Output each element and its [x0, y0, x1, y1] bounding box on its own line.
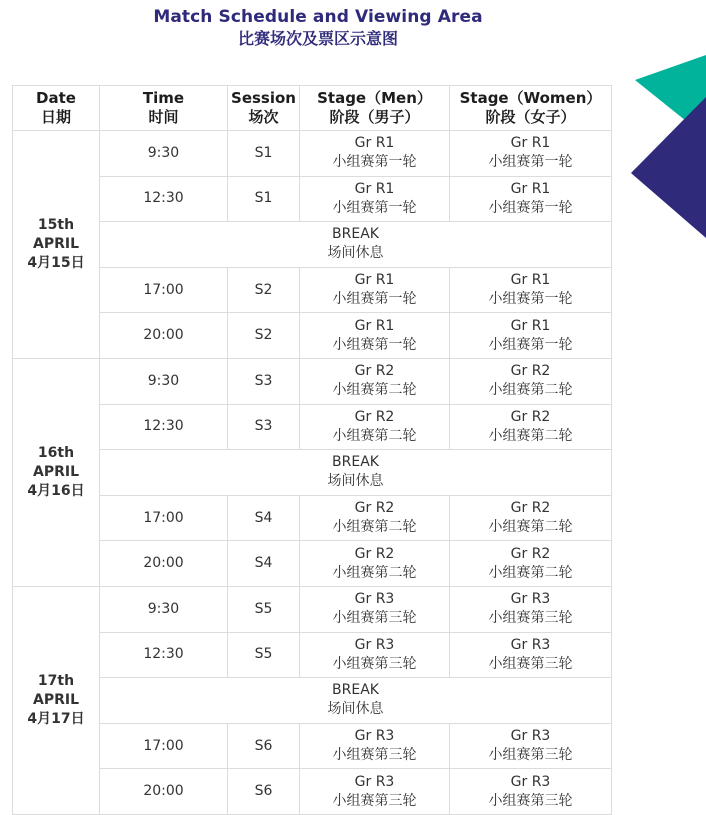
- stage-men-zh: 小组赛第三轮: [332, 792, 417, 809]
- time-cell: [100, 313, 228, 359]
- stage-women-zh: 小组赛第三轮: [488, 747, 573, 764]
- header-row: [13, 86, 612, 131]
- time-cell: [100, 586, 228, 632]
- session-cell: [228, 586, 300, 632]
- stage-women-zh: 小组赛第二轮: [488, 382, 573, 399]
- stage-women-zh: 小组赛第二轮: [488, 427, 573, 444]
- stage-women-cell: [450, 313, 612, 359]
- header-time-zh: 时间: [148, 108, 179, 126]
- table-row: [13, 541, 612, 587]
- break-row: [13, 222, 612, 268]
- time-value: 20:00: [143, 327, 184, 344]
- date-cell: [13, 131, 100, 359]
- stage-women-en: Gr R3: [510, 636, 551, 653]
- table-row: [13, 586, 612, 632]
- table-row: [13, 313, 612, 359]
- table-row: [13, 131, 612, 177]
- break-row: [13, 450, 612, 496]
- date-zh: 4月16日: [27, 482, 85, 499]
- time-cell: [100, 404, 228, 450]
- stage-men-zh: 小组赛第二轮: [332, 519, 417, 536]
- time-value: 17:00: [143, 509, 184, 526]
- date-day: 17th: [37, 672, 75, 689]
- stage-women-en: Gr R1: [510, 135, 551, 152]
- stage-men-en: Gr R3: [354, 636, 395, 653]
- stage-women-zh: 小组赛第三轮: [488, 655, 573, 672]
- session-value: S3: [254, 372, 273, 389]
- stage-men-cell: [300, 267, 450, 313]
- stage-men-cell: [300, 495, 450, 541]
- stage-men-zh: 小组赛第一轮: [332, 291, 417, 308]
- session-cell: [228, 495, 300, 541]
- stage-women-en: Gr R2: [510, 408, 551, 425]
- stage-men-en: Gr R2: [354, 500, 395, 517]
- stage-men-cell: [300, 313, 450, 359]
- stage-men-cell: [300, 586, 450, 632]
- stage-men-cell: [300, 541, 450, 587]
- time-value: 17:00: [143, 281, 184, 298]
- stage-women-cell: [450, 632, 612, 678]
- session-value: S6: [254, 737, 273, 754]
- time-cell: [100, 358, 228, 404]
- break-cell: [100, 450, 612, 496]
- break-label-en: BREAK: [332, 682, 379, 699]
- session-cell: [228, 769, 300, 815]
- stage-men-en: Gr R2: [354, 363, 395, 380]
- table-row: [13, 632, 612, 678]
- header-stage-women-zh: 阶段（女子）: [485, 108, 576, 126]
- header-stage-men-en: Stage（Men）: [317, 89, 432, 107]
- stage-women-zh: 小组赛第三轮: [488, 792, 573, 809]
- stage-men-zh: 小组赛第二轮: [332, 382, 417, 399]
- break-label-zh: 场间休息: [327, 245, 384, 262]
- stage-men-zh: 小组赛第二轮: [332, 427, 417, 444]
- session-value: S4: [254, 555, 273, 572]
- stage-men-zh: 小组赛第二轮: [332, 564, 417, 581]
- date-cell: [13, 358, 100, 586]
- table-row: [13, 176, 612, 222]
- decorative-shapes: [631, 55, 706, 240]
- stage-men-en: Gr R1: [354, 180, 395, 197]
- title-english: Match Schedule and Viewing Area: [153, 7, 483, 27]
- stage-men-zh: 小组赛第一轮: [332, 154, 417, 171]
- time-cell: [100, 769, 228, 815]
- stage-women-cell: [450, 723, 612, 769]
- header-date-zh: 日期: [40, 108, 71, 126]
- time-cell: [100, 723, 228, 769]
- break-label-en: BREAK: [332, 226, 379, 243]
- stage-women-en: Gr R1: [510, 180, 551, 197]
- date-cell: [13, 586, 100, 814]
- time-value: 9:30: [147, 372, 180, 389]
- time-cell: [100, 131, 228, 177]
- stage-women-en: Gr R2: [510, 545, 551, 562]
- stage-women-en: Gr R1: [510, 317, 551, 334]
- header-stage-women: [450, 86, 612, 131]
- stage-women-cell: [450, 358, 612, 404]
- session-cell: [228, 541, 300, 587]
- break-label-zh: 场间休息: [327, 473, 384, 490]
- stage-men-en: Gr R1: [354, 272, 395, 289]
- session-cell: [228, 131, 300, 177]
- stage-women-cell: [450, 495, 612, 541]
- date-month: APRIL: [32, 691, 79, 708]
- stage-women-zh: 小组赛第一轮: [488, 154, 573, 171]
- session-value: S6: [254, 783, 273, 800]
- date-zh: 4月17日: [27, 710, 85, 727]
- session-value: S3: [254, 418, 273, 435]
- schedule-body: [13, 131, 612, 815]
- stage-women-en: Gr R1: [510, 272, 551, 289]
- stage-women-zh: 小组赛第一轮: [488, 336, 573, 353]
- header-date-en: Date: [36, 89, 76, 107]
- stage-women-en: Gr R3: [510, 773, 551, 790]
- stage-men-zh: 小组赛第三轮: [332, 610, 417, 627]
- stage-men-en: Gr R3: [354, 728, 395, 745]
- session-cell: [228, 267, 300, 313]
- time-value: 9:30: [147, 600, 180, 617]
- header-session-zh: 场次: [248, 108, 279, 126]
- time-value: 12:30: [143, 190, 184, 207]
- time-cell: [100, 267, 228, 313]
- date-month: APRIL: [32, 463, 79, 480]
- session-cell: [228, 313, 300, 359]
- stage-men-en: Gr R2: [354, 545, 395, 562]
- stage-women-zh: 小组赛第二轮: [488, 564, 573, 581]
- stage-men-zh: 小组赛第三轮: [332, 747, 417, 764]
- time-cell: [100, 495, 228, 541]
- header-stage-men: [300, 86, 450, 131]
- header-session: [228, 86, 300, 131]
- stage-women-cell: [450, 267, 612, 313]
- stage-women-cell: [450, 404, 612, 450]
- stage-men-cell: [300, 358, 450, 404]
- page-title: [108, 6, 528, 50]
- stage-women-cell: [450, 131, 612, 177]
- time-value: 20:00: [143, 555, 184, 572]
- stage-men-cell: [300, 769, 450, 815]
- date-zh: 4月15日: [27, 254, 85, 271]
- session-value: S2: [254, 281, 273, 298]
- decor-navy-shape: [631, 97, 706, 238]
- stage-women-cell: [450, 176, 612, 222]
- session-cell: [228, 358, 300, 404]
- session-cell: [228, 176, 300, 222]
- stage-women-zh: 小组赛第一轮: [488, 199, 573, 216]
- header-time-en: Time: [142, 89, 185, 107]
- session-cell: [228, 632, 300, 678]
- session-cell: [228, 723, 300, 769]
- time-value: 12:30: [143, 646, 184, 663]
- session-value: S5: [254, 600, 273, 617]
- session-value: S1: [254, 190, 273, 207]
- header-stage-women-en: Stage（Women）: [459, 89, 602, 107]
- stage-women-en: Gr R3: [510, 728, 551, 745]
- stage-women-zh: 小组赛第一轮: [488, 291, 573, 308]
- stage-women-cell: [450, 541, 612, 587]
- stage-men-zh: 小组赛第一轮: [332, 336, 417, 353]
- schedule-table: [12, 85, 612, 815]
- header-session-en: Session: [231, 89, 296, 107]
- header-time: [100, 86, 228, 131]
- break-cell: [100, 678, 612, 724]
- stage-women-cell: [450, 769, 612, 815]
- header-stage-men-zh: 阶段（男子）: [329, 108, 420, 126]
- table-row: [13, 358, 612, 404]
- title-chinese: 比赛场次及票区示意图: [237, 29, 398, 48]
- break-label-zh: 场间休息: [327, 701, 384, 718]
- table-row: [13, 495, 612, 541]
- stage-men-en: Gr R3: [354, 591, 395, 608]
- date-day: 16th: [37, 444, 75, 461]
- time-value: 12:30: [143, 418, 184, 435]
- stage-men-cell: [300, 632, 450, 678]
- stage-women-zh: 小组赛第二轮: [488, 519, 573, 536]
- session-value: S5: [254, 646, 273, 663]
- session-cell: [228, 404, 300, 450]
- stage-women-en: Gr R2: [510, 363, 551, 380]
- time-value: 20:00: [143, 783, 184, 800]
- session-value: S2: [254, 327, 273, 344]
- table-row: [13, 404, 612, 450]
- table-row: [13, 267, 612, 313]
- stage-men-zh: 小组赛第一轮: [332, 199, 417, 216]
- stage-men-cell: [300, 131, 450, 177]
- time-cell: [100, 541, 228, 587]
- time-value: 9:30: [147, 144, 180, 161]
- table-row: [13, 723, 612, 769]
- stage-men-en: Gr R3: [354, 773, 395, 790]
- stage-men-cell: [300, 723, 450, 769]
- stage-men-cell: [300, 404, 450, 450]
- stage-men-en: Gr R1: [354, 317, 395, 334]
- stage-women-zh: 小组赛第三轮: [488, 610, 573, 627]
- stage-women-en: Gr R3: [510, 591, 551, 608]
- break-cell: [100, 222, 612, 268]
- break-label-en: BREAK: [332, 454, 379, 471]
- stage-men-zh: 小组赛第三轮: [332, 655, 417, 672]
- stage-women-en: Gr R2: [510, 500, 551, 517]
- header-date: [13, 86, 100, 131]
- time-value: 17:00: [143, 737, 184, 754]
- time-cell: [100, 176, 228, 222]
- stage-men-en: Gr R1: [354, 135, 395, 152]
- session-value: S1: [254, 144, 273, 161]
- time-cell: [100, 632, 228, 678]
- date-month: APRIL: [32, 235, 79, 252]
- stage-men-en: Gr R2: [354, 408, 395, 425]
- session-value: S4: [254, 509, 273, 526]
- stage-men-cell: [300, 176, 450, 222]
- table-row: [13, 769, 612, 815]
- break-row: [13, 678, 612, 724]
- stage-women-cell: [450, 586, 612, 632]
- date-day: 15th: [37, 216, 75, 233]
